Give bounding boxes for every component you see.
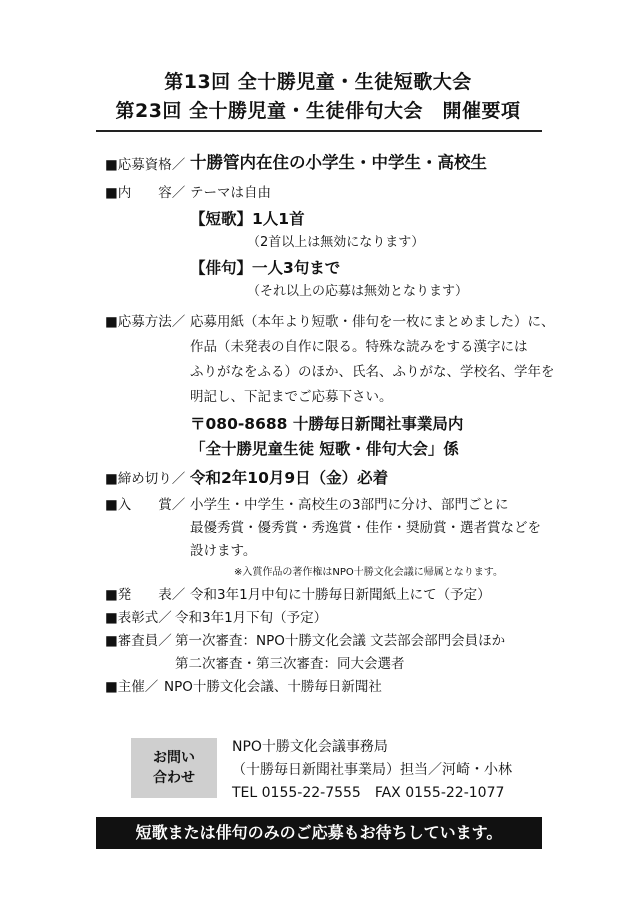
haiku-note: （それ以上の応募は無効となります） [247,284,469,299]
deadline-value: 令和2年10月9日（金）必着 [190,469,389,487]
copyright-note: ※入賞作品の著作権はNPO十勝文化会議に帰属となります。 [234,567,503,578]
announcement-label: ■発 表／ [105,587,186,603]
awards-line: 小学生・中学生・高校生の3部門に分け、部門ごとに [190,497,509,513]
judges-later-rounds: 第二次審査・第三次審査：同大会選者 [175,656,405,672]
footer-banner: 短歌または俳句のみのご応募もお待ちしています。 [96,817,542,849]
postal-address: 〒080-8688 十勝毎日新聞社事業局内 [190,415,464,433]
page-title-tanka: 第13回 全十勝児童・生徒短歌大会 [164,71,472,93]
contact-badge-line: お問い [153,750,195,766]
judges-first-round: 第一次審査：NPO十勝文化会議 文芸部会部門会員ほか [175,633,506,649]
method-line: 明記し、下記までご応募下さい。 [190,389,393,405]
content-value: テーマは自由 [190,185,271,201]
awards-line: 設けます。 [190,543,257,559]
eligibility-label: ■応募資格／ [105,157,186,173]
contact-badge [131,738,217,798]
method-label: ■応募方法／ [105,314,186,330]
awards-line: 最優秀賞・優秀賞・秀逸賞・佳作・奨励賞・選者賞などを [190,520,541,536]
title-divider [96,130,542,132]
page-title-haiku: 第23回 全十勝児童・生徒俳句大会 開催要項 [115,100,521,122]
organizer-label: ■主催／ [105,679,159,695]
content-label: ■内 容／ [105,185,186,201]
eligibility-value: 十勝管内在住の小学生・中学生・高校生 [190,153,487,172]
tanka-rule: 【短歌】1人1首 [190,210,305,228]
haiku-rule: 【俳句】一人3句まで [190,259,341,277]
organizer-value: NPO十勝文化会議、十勝毎日新聞社 [164,679,382,695]
announcement-value: 令和3年1月中旬に十勝毎日新聞紙上にて（予定） [190,587,491,603]
address-recipient: 「全十勝児童生徒 短歌・俳句大会」係 [190,440,459,458]
ceremony-label: ■表彰式／ [105,610,172,626]
contact-phone-fax: TEL 0155-22-7555 FAX 0155-22-1077 [232,785,505,801]
method-line: ふりがなをふる）のほか、氏名、ふりがな、学校名、学年を [190,364,555,380]
judges-label: ■審査員／ [105,633,172,649]
contact-badge-line: 合わせ [153,770,195,786]
tanka-note: （2首以上は無効になります） [247,235,425,250]
contact-organization: NPO十勝文化会議事務局 [232,739,388,755]
deadline-label: ■締め切り／ [105,471,186,487]
ceremony-value: 令和3年1月下旬（予定） [175,610,328,626]
method-line: 応募用紙（本年より短歌・俳句を一枚にまとめました）に、 [190,314,555,330]
awards-label: ■入 賞／ [105,497,186,513]
method-line: 作品（未発表の自作に限る。特殊な読みをする漢字には [190,339,528,355]
contact-department: （十勝毎日新聞社事業局）担当／河崎・小林 [232,762,512,778]
